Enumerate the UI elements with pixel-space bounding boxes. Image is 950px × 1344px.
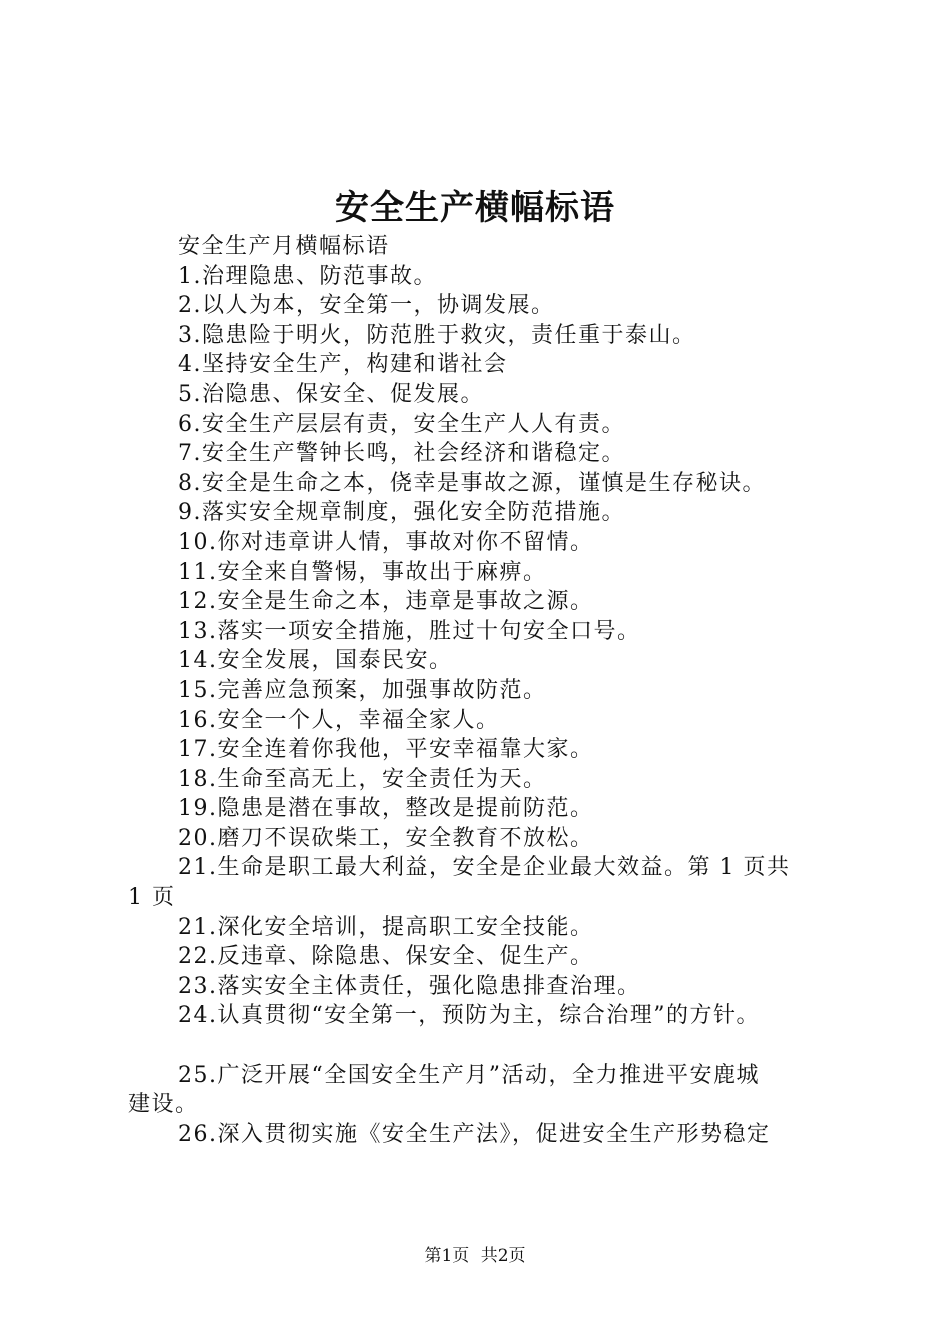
body-line: 24.认真贯彻“安全第一，预防为主，综合治理”的方针。 bbox=[178, 1003, 760, 1029]
body-line: 21.生命是职工最大利益，安全是企业最大效益。第 1 页共 bbox=[178, 855, 791, 881]
body-line: 安全生产月横幅标语 bbox=[178, 234, 390, 259]
body-line: 12.安全是生命之本，违章是事故之源。 bbox=[178, 589, 594, 615]
body-line: 4.坚持安全生产，构建和谐社会 bbox=[178, 352, 508, 378]
body-line: 3.隐患险于明火，防范胜于救灾，责任重于泰山。 bbox=[178, 322, 696, 348]
body-line: 9.落实安全规章制度，强化安全防范措施。 bbox=[178, 500, 625, 526]
blank-line bbox=[128, 1031, 834, 1061]
body-line: 18.生命至高无上，安全责任为天。 bbox=[178, 766, 547, 792]
page-total: 共2页 bbox=[480, 1246, 526, 1266]
body-line: 23.落实安全主体责任，强化隐患排查治理。 bbox=[178, 973, 641, 999]
body-line: 14.安全发展，国泰民安。 bbox=[178, 648, 453, 674]
page-footer bbox=[0, 1244, 950, 1268]
body-line: 1 页 bbox=[128, 885, 176, 911]
document-title: 安全生产横幅标语 bbox=[335, 188, 615, 228]
body-line: 21.深化安全培训，提高职工安全技能。 bbox=[178, 914, 594, 940]
page-number: 第1页 bbox=[424, 1246, 470, 1266]
body-line: 11.安全来自警惕，事故出于麻痹。 bbox=[178, 559, 547, 585]
body-line: 25.广泛开展“全国安全生产月”活动，全力推进平安鹿城 bbox=[178, 1062, 760, 1088]
body-line: 20.磨刀不误砍柴工，安全教育不放松。 bbox=[178, 825, 594, 851]
body-line: 6.安全生产层层有责，安全生产人人有责。 bbox=[178, 411, 625, 437]
document-body bbox=[128, 232, 834, 1149]
body-line: 1.治理隐患、防范事故。 bbox=[178, 263, 437, 289]
body-line: 19.隐患是潜在事故，整改是提前防范。 bbox=[178, 796, 594, 822]
body-line: 5.治隐患、保安全、促发展。 bbox=[178, 381, 484, 407]
body-line: 15.完善应急预案，加强事故防范。 bbox=[178, 677, 547, 703]
body-line: 22.反违章、除隐患、保安全、促生产。 bbox=[178, 944, 594, 970]
body-line: 10.你对违章讲人情，事故对你不留情。 bbox=[178, 529, 594, 555]
body-line: 2.以人为本，安全第一，协调发展。 bbox=[178, 293, 555, 319]
body-line: 8.安全是生命之本，侥幸是事故之源，谨慎是生存秘诀。 bbox=[178, 470, 766, 496]
body-line: 7.安全生产警钟长鸣，社会经济和谐稳定。 bbox=[178, 441, 625, 467]
body-line: 17.安全连着你我他，平安幸福靠大家。 bbox=[178, 737, 594, 763]
body-line: 建设。 bbox=[128, 1092, 199, 1118]
body-line: 13.落实一项安全措施，胜过十句安全口号。 bbox=[178, 618, 641, 644]
body-line: 16.安全一个人，幸福全家人。 bbox=[178, 707, 500, 733]
body-line: 26.深入贯彻实施《安全生产法》，促进安全生产形势稳定 bbox=[178, 1121, 771, 1147]
